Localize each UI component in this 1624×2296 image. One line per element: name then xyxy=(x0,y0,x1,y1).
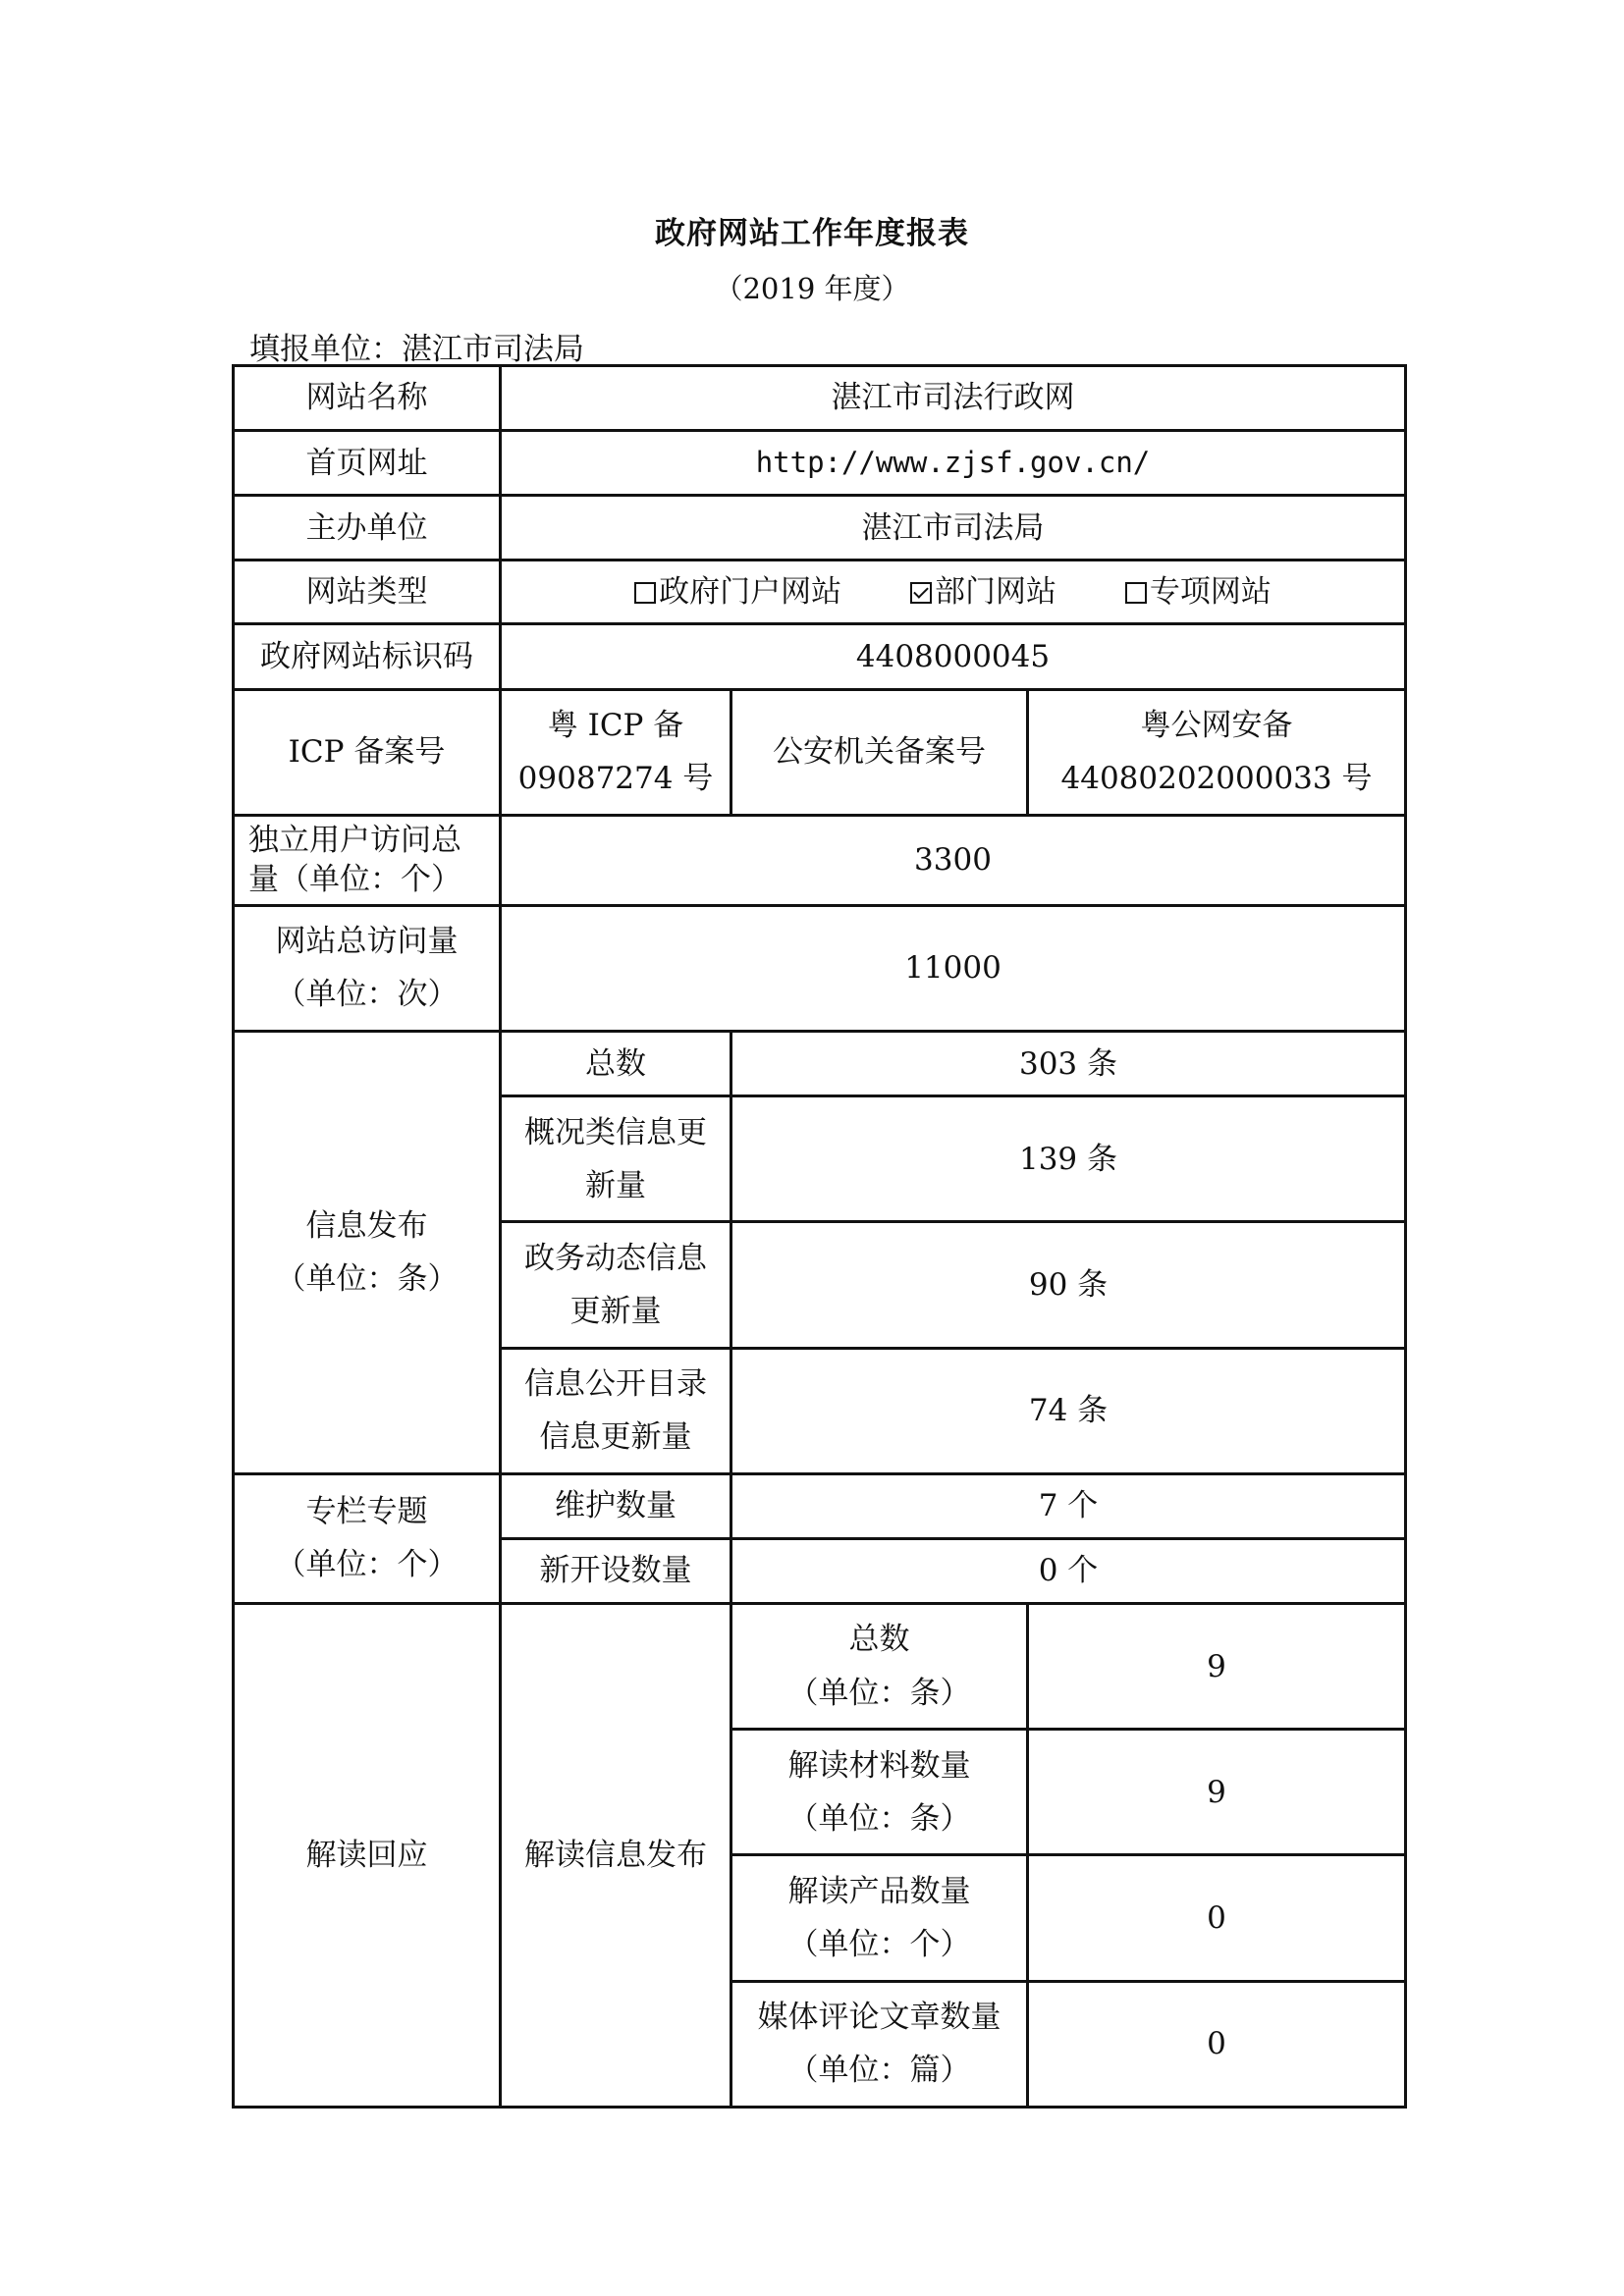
columns-item-label: 新开设数量 xyxy=(501,1538,731,1603)
checkbox-unchecked-icon[interactable] xyxy=(1125,582,1147,604)
row-sponsor xyxy=(234,496,1406,561)
info-item-label xyxy=(501,1348,731,1473)
columns-label-2: （单位：个） xyxy=(275,1547,459,1583)
columns-item-value: 0 个 xyxy=(731,1538,1406,1603)
sponsor-value: 湛江市司法局 xyxy=(501,496,1406,561)
interp-item-value: 9 xyxy=(1028,1730,1406,1855)
option-label: 部门网站 xyxy=(935,574,1056,611)
site-code-label: 政府网站标识码 xyxy=(234,624,501,689)
filler-unit xyxy=(249,324,584,368)
homepage-url: http://www.zjsf.gov.cn/ xyxy=(501,431,1406,496)
row-total-visits xyxy=(234,905,1406,1031)
police-line-2: 44080202000033 号 xyxy=(1060,761,1373,797)
interp-item-label-1: 解读产品数量 xyxy=(787,1873,971,1909)
icp-line-1: 粤 ICP 备 xyxy=(547,707,684,743)
interp-item-label xyxy=(731,1981,1028,2107)
filler-label: 填报单位： xyxy=(249,332,402,367)
columns-label xyxy=(234,1473,501,1603)
info-item-label-2: 信息更新量 xyxy=(539,1419,692,1456)
info-item-label-1: 概况类信息更 xyxy=(524,1114,707,1150)
row-icp xyxy=(234,689,1406,815)
option-special-site[interactable] xyxy=(1125,565,1272,618)
interpretation-sub-label: 解读信息发布 xyxy=(501,1604,731,2108)
police-line-1: 粤公网安备 xyxy=(1140,707,1293,743)
option-portal-site[interactable] xyxy=(634,565,841,618)
interp-item-label-2: （单位：条） xyxy=(787,1675,971,1711)
checkbox-unchecked-icon[interactable] xyxy=(634,582,656,604)
info-item-label-1: 政务动态信息 xyxy=(524,1240,707,1276)
total-visits-label xyxy=(234,905,501,1031)
unique-visitors-label: 独立用户访问总量（单位：个） xyxy=(234,815,501,905)
total-visits-value: 11000 xyxy=(501,905,1406,1031)
info-item-label xyxy=(501,1222,731,1348)
row-homepage xyxy=(234,431,1406,496)
interp-item-label xyxy=(731,1730,1028,1855)
site-type-label: 网站类型 xyxy=(234,561,501,624)
info-item-label-2: 更新量 xyxy=(569,1294,662,1329)
report-table xyxy=(232,364,1407,2109)
row-info-total xyxy=(234,1032,1406,1096)
site-name-value: 湛江市司法行政网 xyxy=(501,366,1406,431)
row-columns-maintained xyxy=(234,1473,1406,1538)
interp-item-label-2: （单位：条） xyxy=(787,1800,971,1837)
total-visits-label-1: 网站总访问量 xyxy=(275,924,459,960)
info-publish-label xyxy=(234,1032,501,1474)
homepage-label: 首页网址 xyxy=(234,431,501,496)
info-item-label-1: 信息公开目录 xyxy=(524,1365,707,1402)
row-site-type xyxy=(234,561,1406,624)
columns-item-label: 维护数量 xyxy=(501,1473,731,1538)
interp-item-label xyxy=(731,1604,1028,1730)
interp-item-label-2: （单位：篇） xyxy=(787,2053,971,2089)
info-publish-label-1: 信息发布 xyxy=(305,1207,428,1244)
police-record-value xyxy=(1028,689,1406,815)
info-item-label: 总数 xyxy=(501,1032,731,1096)
info-item-label xyxy=(501,1096,731,1222)
row-interp-total xyxy=(234,1604,1406,1730)
info-item-value: 74 条 xyxy=(731,1348,1406,1473)
interp-item-label-1: 媒体评论文章数量 xyxy=(757,2000,1001,2036)
total-visits-label-2: （单位：次） xyxy=(275,977,459,1013)
icp-label: ICP 备案号 xyxy=(234,689,501,815)
interp-item-value: 0 xyxy=(1028,1981,1406,2107)
row-unique-visitors xyxy=(234,815,1406,905)
icp-line-2: 09087274 号 xyxy=(517,761,714,797)
site-type-options xyxy=(501,561,1406,624)
site-name-label: 网站名称 xyxy=(234,366,501,431)
option-label: 专项网站 xyxy=(1149,574,1272,611)
police-record-label: 公安机关备案号 xyxy=(731,689,1028,815)
filler-value: 湛江市司法局 xyxy=(402,332,584,367)
icp-value xyxy=(501,689,731,815)
info-publish-label-2: （单位：条） xyxy=(275,1260,459,1297)
checkbox-checked-icon[interactable] xyxy=(910,582,932,604)
row-site-name xyxy=(234,366,1406,431)
interp-item-value: 9 xyxy=(1028,1604,1406,1730)
info-item-label-2: 新量 xyxy=(585,1167,646,1203)
unique-visitors-value: 3300 xyxy=(501,815,1406,905)
sponsor-label: 主办单位 xyxy=(234,496,501,561)
report-year: （2019 年度） xyxy=(714,272,910,305)
columns-item-value: 7 个 xyxy=(731,1473,1406,1538)
row-site-code xyxy=(234,624,1406,689)
interp-item-label-2: （单位：个） xyxy=(787,1927,971,1963)
info-item-value: 303 条 xyxy=(731,1032,1406,1096)
option-department-site[interactable] xyxy=(910,565,1056,618)
interp-item-label-1: 总数 xyxy=(848,1622,910,1658)
site-code-value: 4408000045 xyxy=(501,624,1406,689)
info-item-value: 90 条 xyxy=(731,1222,1406,1348)
interp-item-value: 0 xyxy=(1028,1855,1406,1981)
report-title: 政府网站工作年度报表 xyxy=(655,216,969,251)
interp-item-label xyxy=(731,1855,1028,1981)
info-item-value: 139 条 xyxy=(731,1096,1406,1222)
columns-label-1: 专栏专题 xyxy=(305,1494,428,1530)
option-label: 政府门户网站 xyxy=(659,574,842,611)
interpretation-label: 解读回应 xyxy=(234,1604,501,2108)
interp-item-label-1: 解读材料数量 xyxy=(787,1747,971,1784)
